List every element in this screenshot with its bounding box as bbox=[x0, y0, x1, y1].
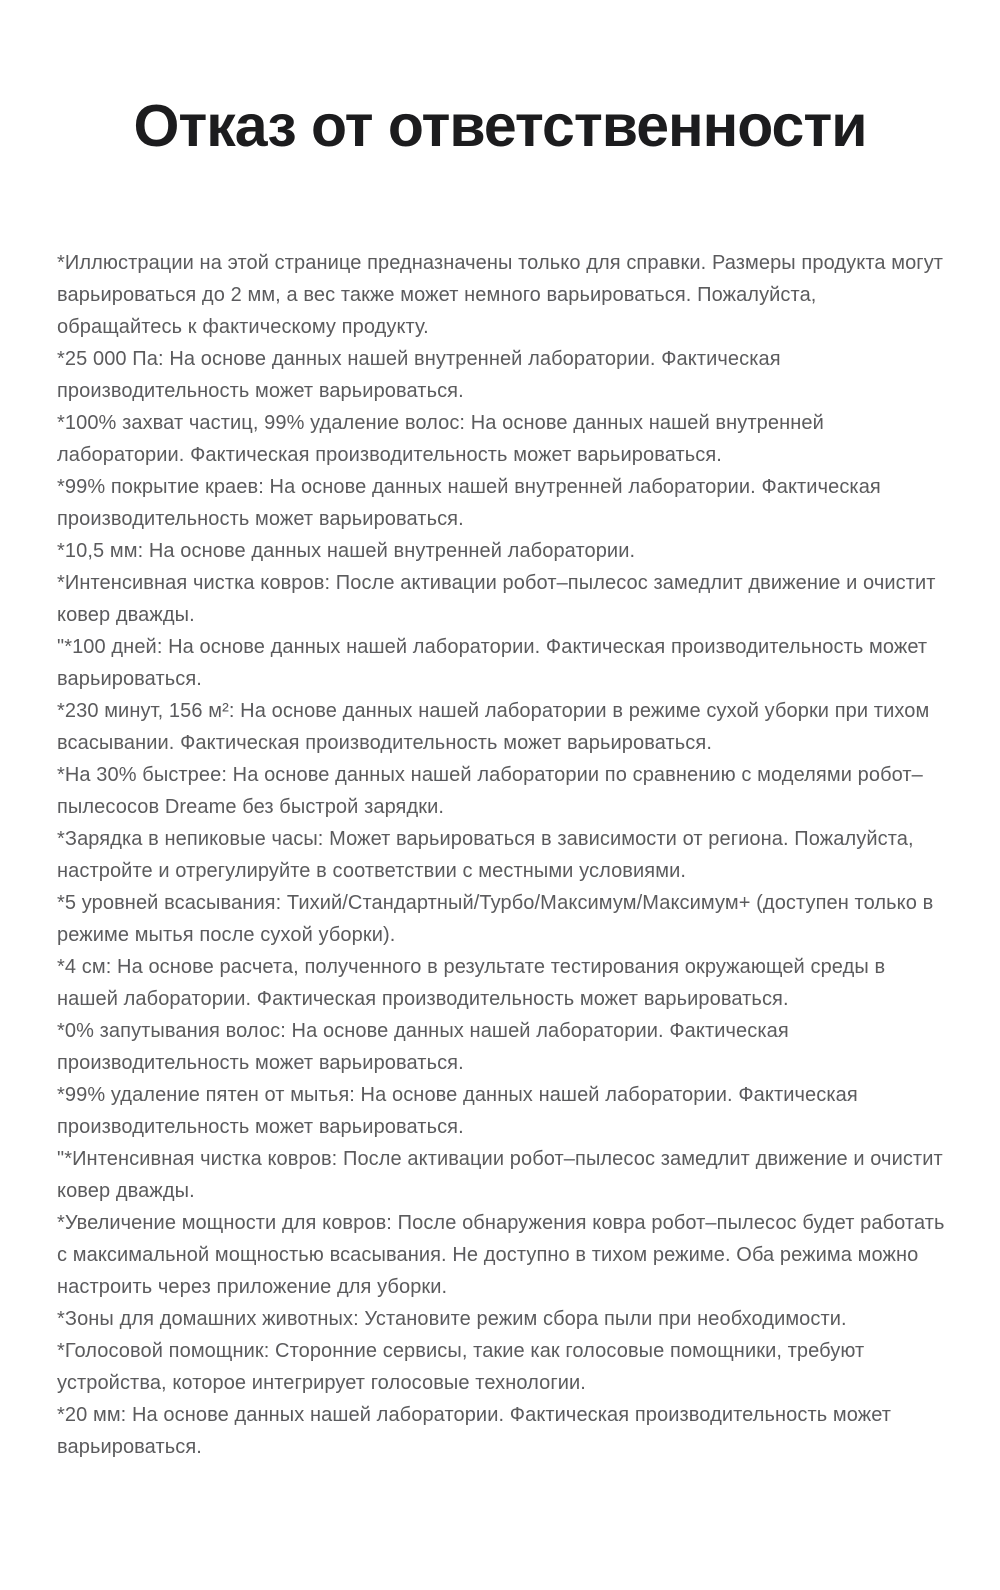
disclaimer-paragraph: "*Интенсивная чистка ковров: После активации робот–пылесос замедлит движение и очистит ковер дважды. bbox=[57, 1148, 943, 1203]
disclaimer-paragraph: *Зарядка в непиковые часы: Может варьироваться в зависимости от региона. Пожалуйста, настройте и отрегулируйте в соответствии с местными условиями. bbox=[57, 828, 914, 883]
disclaimer-paragraph: *99% покрытие краев: На основе данных нашей внутренней лаборатории. Фактическая производительность может варьироваться. bbox=[57, 476, 881, 531]
disclaimer-paragraph: *Интенсивная чистка ковров: После активации робот–пылесос замедлит движение и очистит ковер дважды. bbox=[57, 572, 936, 627]
disclaimer-paragraph: *Голосовой помощник: Сторонние сервисы, такие как голосовые помощники, требуют устройства, которое интегрирует голосовые технологии. bbox=[57, 1340, 865, 1395]
disclaimer-paragraph: *20 мм: На основе данных нашей лаборатории. Фактическая производительность может варьироваться. bbox=[57, 1404, 892, 1459]
disclaimer-text-block bbox=[57, 247, 945, 1463]
disclaimer-paragraph: *100% захват частиц, 99% удаление волос: На основе данных нашей внутренней лаборатории. Фактическая производительность может варьироваться. bbox=[57, 412, 824, 467]
disclaimer-paragraph: *Иллюстрации на этой странице предназначены только для справки. Размеры продукта могут варьироваться до 2 мм, а вес также может немного варьироваться. Пожалуйста, обращайтесь к фактическому продукту. bbox=[57, 252, 944, 339]
disclaimer-paragraph: *На 30% быстрее: На основе данных нашей лаборатории по сравнению с моделями робот–пылесосов Dreame без быстрой зарядки. bbox=[57, 764, 923, 819]
disclaimer-paragraph: *4 см: На основе расчета, полученного в результате тестирования окружающей среды в нашей лаборатории. Фактическая производительность может варьироваться. bbox=[57, 956, 886, 1011]
page-title: Отказ от ответственности bbox=[133, 93, 867, 159]
disclaimer-paragraph: *Зоны для домашних животных: Установите режим сбора пыли при необходимости. bbox=[57, 1308, 847, 1331]
disclaimer-paragraph: "*100 дней: На основе данных нашей лаборатории. Фактическая производительность может варьироваться. bbox=[57, 636, 928, 691]
disclaimer-paragraph: *230 минут, 156 м²: На основе данных нашей лаборатории в режиме сухой уборки при тихом всасывании. Фактическая производительность может варьироваться. bbox=[57, 700, 930, 755]
disclaimer-paragraph: *10,5 мм: На основе данных нашей внутренней лаборатории. bbox=[57, 540, 636, 563]
disclaimer-paragraph: *5 уровней всасывания: Тихий/Стандартный/Турбо/Максимум/Максимум+ (доступен только в режиме мытья после сухой уборки). bbox=[57, 892, 934, 947]
disclaimer-paragraph: *Увеличение мощности для ковров: После обнаружения ковра робот–пылесос будет работать с максимальной мощностью всасывания. Не доступно в тихом режиме. Оба режима можно настроить через приложение для уборки. bbox=[57, 1212, 945, 1299]
disclaimer-paragraph: *25 000 Па: На основе данных нашей внутренней лаборатории. Фактическая производительность может варьироваться. bbox=[57, 348, 781, 403]
disclaimer-paragraph: *0% запутывания волос: На основе данных нашей лаборатории. Фактическая производительность может варьироваться. bbox=[57, 1020, 789, 1075]
disclaimer-paragraph: *99% удаление пятен от мытья: На основе данных нашей лаборатории. Фактическая производительность может варьироваться. bbox=[57, 1084, 858, 1139]
